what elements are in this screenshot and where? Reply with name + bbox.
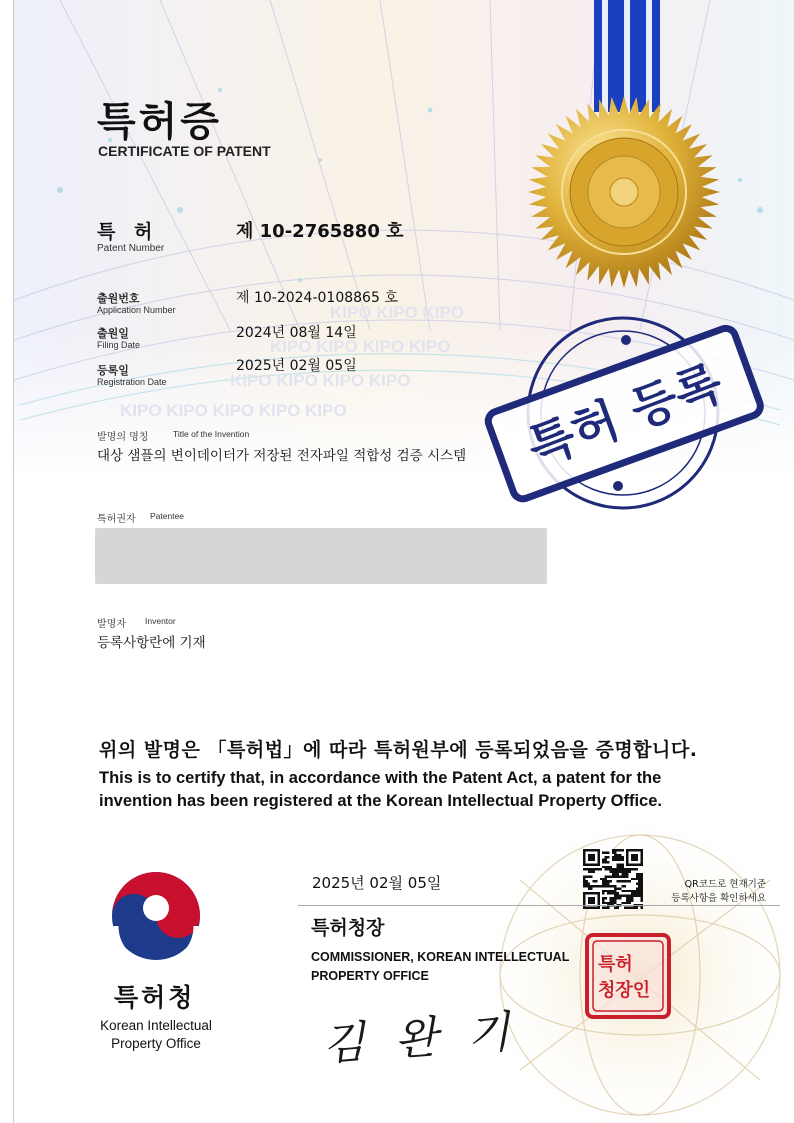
qr-note xyxy=(630,878,766,906)
svg-text:KIPO KIPO KIPO KIPO: KIPO KIPO KIPO KIPO xyxy=(230,371,411,390)
qr-note-line2: 등록사항을 확인하세요 xyxy=(671,893,766,904)
svg-text:KIPO KIPO KIPO: KIPO KIPO KIPO xyxy=(330,303,465,322)
patent-number-label-en: Patent Number xyxy=(97,243,165,254)
stamp-text: 특허 등록 xyxy=(520,354,730,477)
invention-title-value: 대상 샘플의 변이데이터가 저장된 전자파일 적합성 검증 시스템 xyxy=(97,448,467,464)
certification-statement-ko: 위의 발명은 「특허법」에 따라 특허원부에 등록되었음을 증명합니다. xyxy=(99,739,698,761)
filing-date-label-en: Filing Date xyxy=(97,340,141,350)
registration-date-label: 등록일 xyxy=(97,364,129,377)
commissioner-title-en: COMMISSIONER, KOREAN INTELLECTUAL PROPERTY OFFICE xyxy=(311,950,570,983)
svg-text:KIPO KIPO KIPO KIPO: KIPO KIPO KIPO KIPO xyxy=(270,337,451,356)
application-number-label-en: Application Number xyxy=(97,305,176,315)
commissioner-title: 특허청장 xyxy=(311,917,385,939)
commissioner-divider xyxy=(298,905,780,906)
svg-text:청장인: 청장인 xyxy=(598,980,651,1001)
registration-date-value: 2025년 02월 05일 xyxy=(236,358,357,374)
patentee-label: 특허권자 xyxy=(97,514,136,525)
certificate-title-en: CERTIFICATE OF PATENT xyxy=(98,143,271,159)
invention-label-en: Title of the Invention xyxy=(173,429,250,439)
kipo-name-en: Korean Intellectual Property Office xyxy=(100,1018,212,1051)
svg-text:특허: 특허 xyxy=(598,954,633,975)
registration-date-label-en: Registration Date xyxy=(97,377,167,387)
issue-date: 2025년 02월 05일 xyxy=(312,874,442,892)
inventor-value: 등록사항란에 기재 xyxy=(97,635,206,651)
patent-registered-stamp xyxy=(478,286,768,546)
commissioner-signature: 김 완 기 xyxy=(320,1006,520,1071)
official-red-seal xyxy=(584,932,672,1020)
patent-number-value: 제 10-2765880 호 xyxy=(236,221,404,242)
kipo-taegeuk-logo xyxy=(106,866,206,966)
application-number-label: 출원번호 xyxy=(97,292,140,305)
patent-number-label: 특 허 xyxy=(97,221,159,243)
inventor-label: 발명자 xyxy=(97,619,126,630)
filing-date-value: 2024년 08월 14일 xyxy=(236,325,357,341)
inventor-label-en: Inventor xyxy=(145,616,176,626)
kipo-name-ko: 특허청 xyxy=(114,983,196,1012)
certification-statement-en: This is to certify that, in accordance with the Patent Act, a patent for the invention has been registered at the Korean Intellectual Property Office. xyxy=(99,769,662,810)
certificate-title: 특허증 xyxy=(97,99,222,145)
invention-label: 발명의 명칭 xyxy=(97,432,149,443)
application-number-value: 제 10-2024-0108865 호 xyxy=(236,290,398,306)
filing-date-label: 출원일 xyxy=(97,327,129,340)
patentee-label-en: Patentee xyxy=(150,511,185,521)
gold-seal xyxy=(524,92,724,292)
qr-note-line1: QR코드로 현재기준 xyxy=(684,879,766,890)
svg-text:KIPO KIPO KIPO KIPO KIPO: KIPO KIPO KIPO KIPO KIPO xyxy=(120,401,347,420)
